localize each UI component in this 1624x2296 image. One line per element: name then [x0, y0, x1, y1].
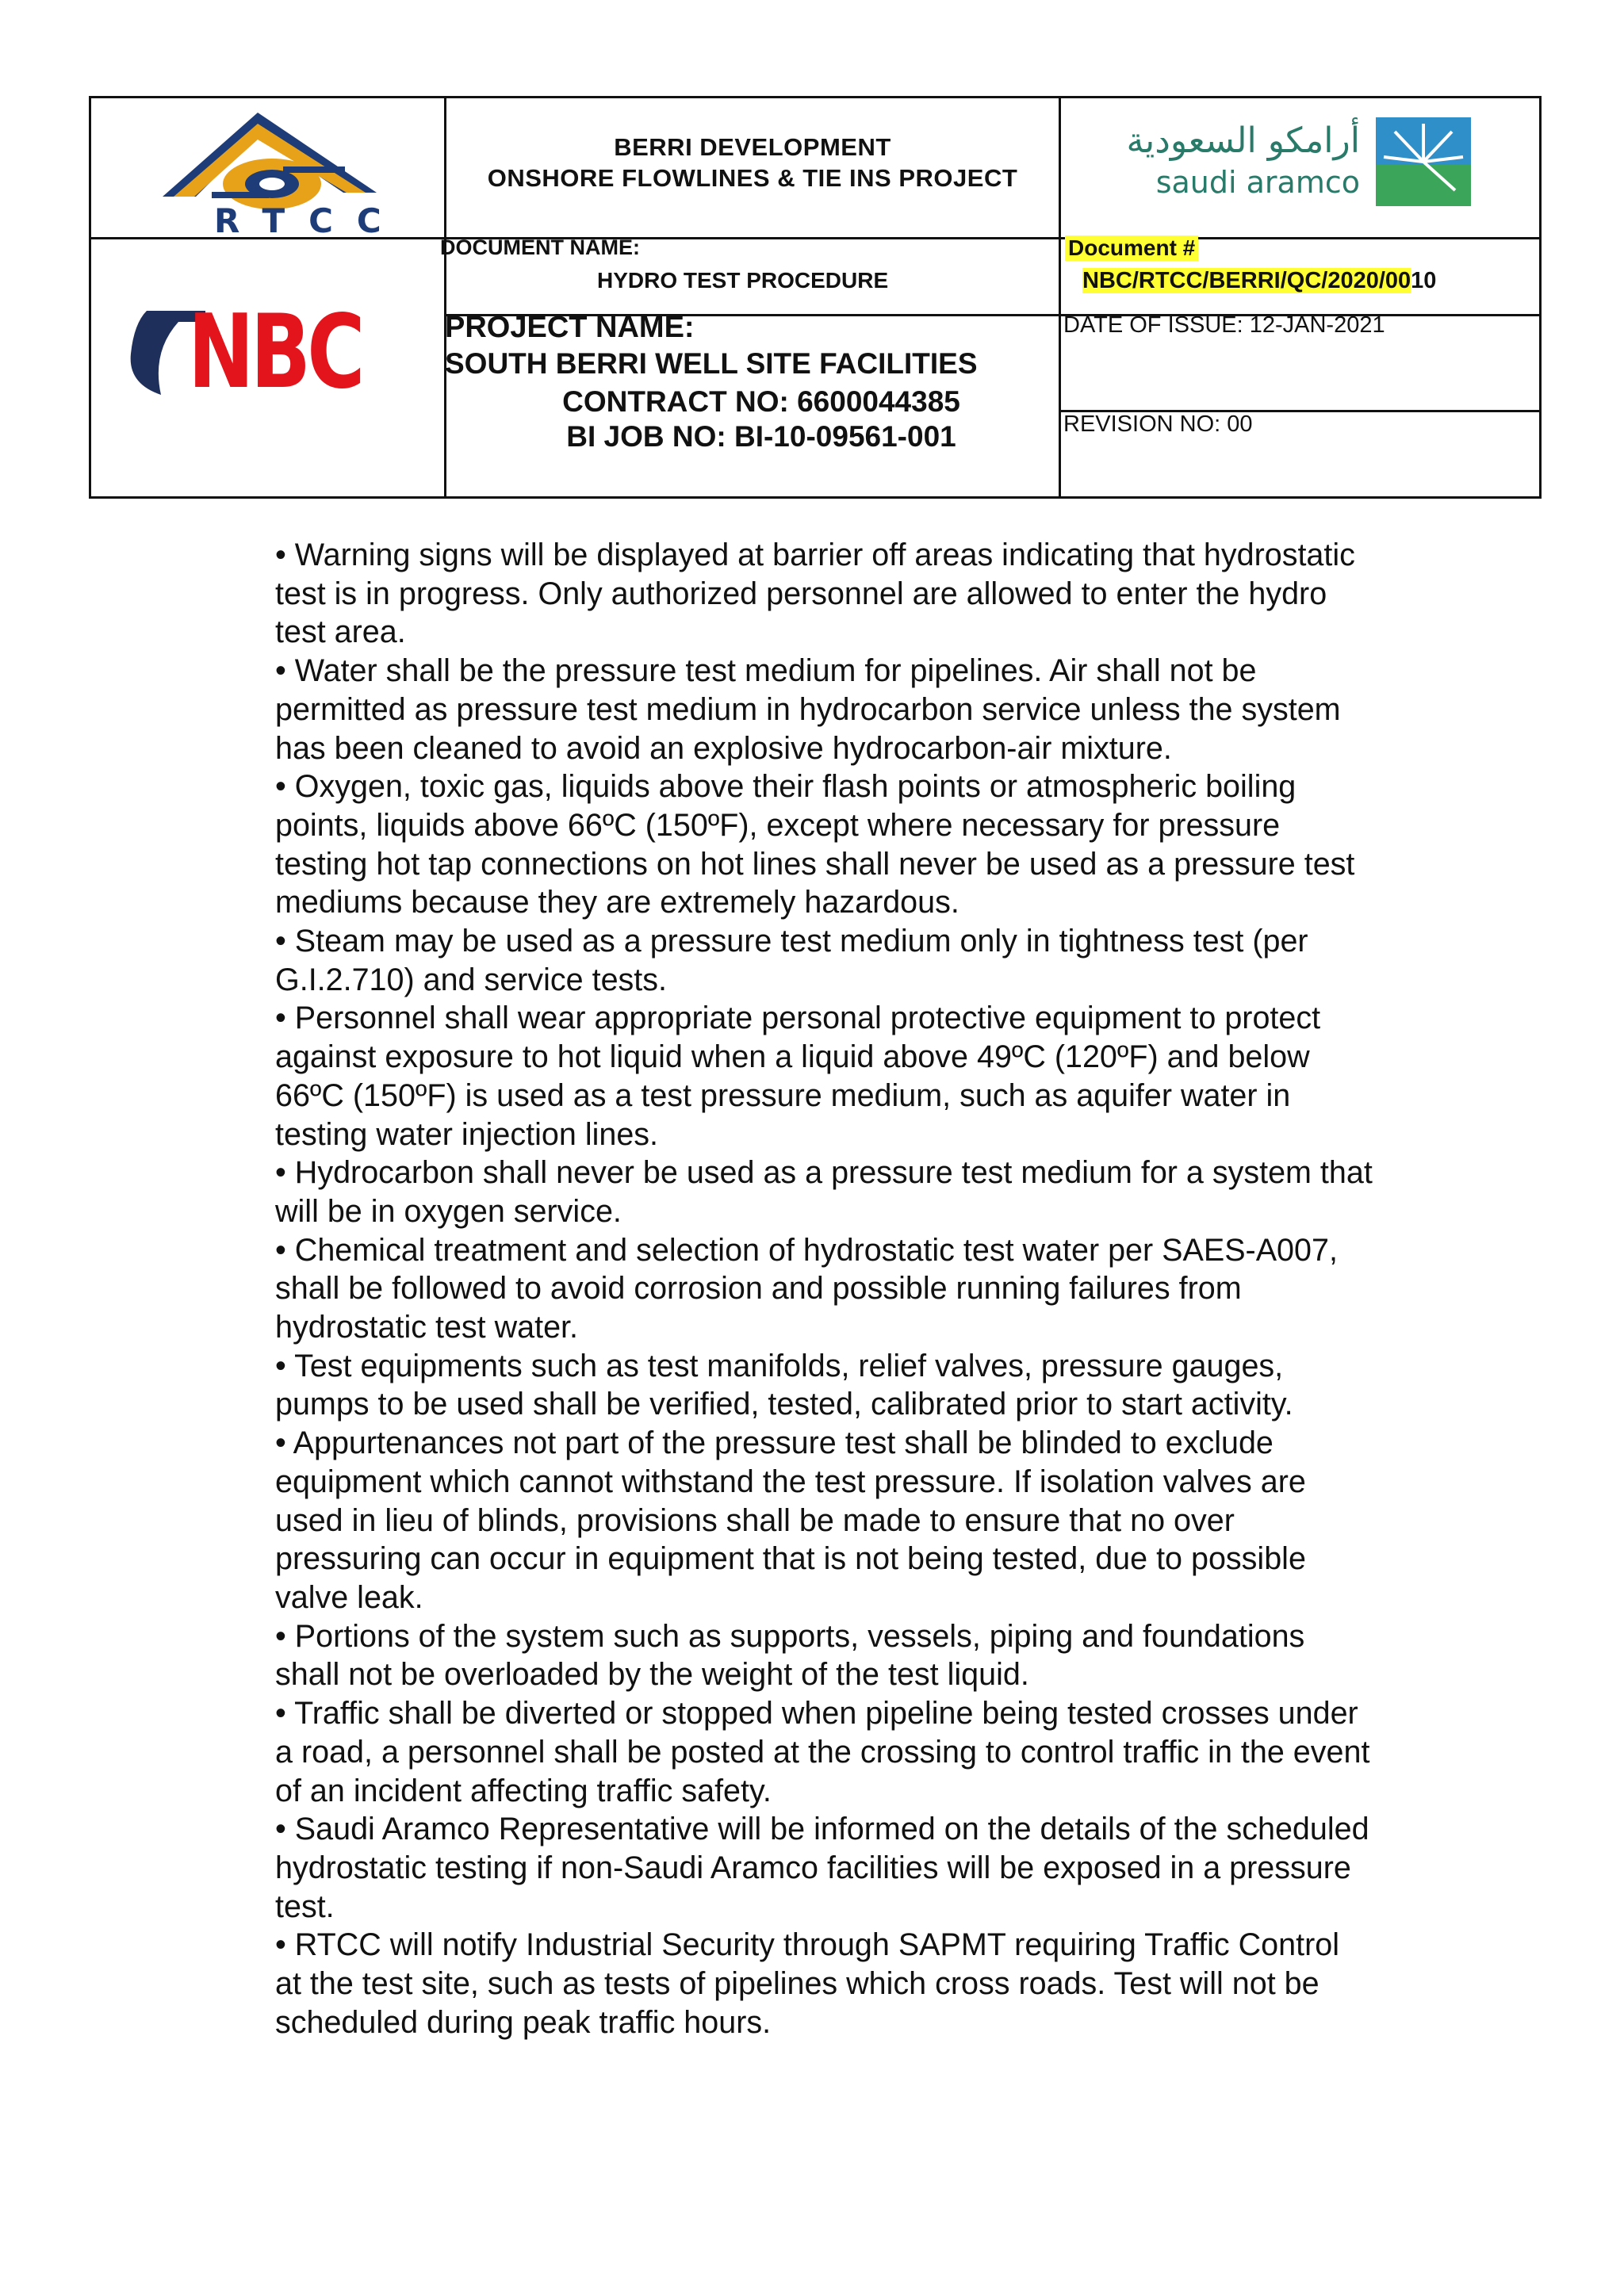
nbc-logo-text: NBC: [188, 293, 362, 411]
body-line: • Appurtenances not part of the pressure test shall be blinded to exclude: [275, 1425, 1274, 1461]
body-line: • Portions of the system such as supports, vessels, piping and foundations: [275, 1618, 1305, 1654]
document-number-label: Document #: [1065, 235, 1198, 261]
body-line: pumps to be used shall be verified, tested, calibrated prior to start activity.: [275, 1387, 1293, 1422]
rtcc-logo-text: RTCC: [214, 201, 405, 240]
rtcc-logo: [139, 101, 405, 240]
project-title-line-1: BERRI DEVELOPMENT: [614, 133, 891, 161]
body-line: • Saudi Aramco Representative will be informed on the details of the scheduled: [275, 1812, 1369, 1847]
body-line: a road, a personnel shall be posted at the crossing to control traffic in the event: [275, 1734, 1370, 1770]
body-line: pressuring can occur in equipment that is not being tested, due to possible: [275, 1541, 1306, 1577]
document-header-table: [89, 96, 1542, 499]
body-line: used in lieu of blinds, provisions shall be made to ensure that no over: [275, 1502, 1235, 1538]
body-line: testing water injection lines.: [275, 1116, 659, 1152]
nbc-logo: [123, 289, 424, 411]
procedure-body: [275, 536, 1449, 2042]
body-line: mediums because they are extremely hazardous.: [275, 885, 959, 920]
document-number-rest: 10: [1411, 268, 1437, 293]
body-line: • Water shall be the pressure test medium for pipelines. Air shall not be: [275, 653, 1257, 689]
body-line: • Traffic shall be diverted or stopped when pipeline being tested crosses under: [275, 1696, 1358, 1732]
body-line: scheduled during peak traffic hours.: [275, 2004, 772, 2040]
body-line: at the test site, such as tests of pipelines which cross roads. Test will not be: [275, 1966, 1320, 2002]
body-line: 66ºC (150ºF) is used as a test pressure medium, such as aquifer water in: [275, 1077, 1291, 1113]
body-line: • Steam may be used as a pressure test medium only in tightness test (per: [275, 924, 1308, 959]
body-line: equipment which cannot withstand the test pressure. If isolation valves are: [275, 1464, 1306, 1499]
body-line: will be in oxygen service.: [275, 1193, 622, 1229]
project-name-value: SOUTH BERRI WELL SITE FACILITIES: [445, 347, 978, 380]
document-number-value: [1082, 268, 1436, 294]
contract-number: CONTRACT NO: 6600044385: [562, 385, 960, 418]
body-line: • Oxygen, toxic gas, liquids above their flash points or atmospheric boiling: [275, 769, 1297, 805]
project-name-label: PROJECT NAME:: [445, 311, 695, 344]
aramco-logo-latin: saudi aramco: [1155, 165, 1360, 200]
body-line: has been cleaned to avoid an explosive hydrocarbon-air mixture.: [275, 730, 1172, 766]
body-line: valve leak.: [275, 1579, 423, 1615]
body-line: points, liquids above 66ºC (150ºF), except where necessary for pressure: [275, 807, 1281, 843]
body-line: • Test equipments such as test manifolds, relief valves, pressure gauges,: [275, 1348, 1284, 1383]
date-of-issue: DATE OF ISSUE: 12-JAN-2021: [1063, 312, 1385, 338]
body-line: test.: [275, 1888, 335, 1924]
body-line: G.I.2.710) and service tests.: [275, 962, 667, 997]
body-line: testing hot tap connections on hot lines shall never be used as a pressure test: [275, 846, 1355, 882]
document-name-value: HYDRO TEST PROCEDURE: [597, 268, 889, 293]
project-title: [445, 132, 1060, 193]
body-line: against exposure to hot liquid when a liquid above 49ºC (120ºF) and below: [275, 1039, 1310, 1075]
body-line: test is in progress. Only authorized personnel are allowed to enter the hydro: [275, 576, 1327, 611]
document-number-highlighted: NBC/RTCC/BERRI/QC/2020/00: [1082, 268, 1411, 293]
body-line: hydrostatic testing if non-Saudi Aramco facilities will be exposed in a pressure: [275, 1850, 1351, 1885]
revision-number: REVISION NO: 00: [1063, 411, 1253, 437]
body-line: • Chemical treatment and selection of hydrostatic test water per SAES-A007,: [275, 1232, 1338, 1268]
saudi-aramco-logo: [1114, 114, 1511, 217]
body-line: • Hydrocarbon shall never be used as a pressure test medium for a system that: [275, 1155, 1373, 1191]
body-line: shall not be overloaded by the weight of the test liquid.: [275, 1657, 1029, 1693]
aramco-logo-arabic: أرامكو السعودية: [1126, 121, 1360, 161]
aramco-star-icon: [1376, 117, 1471, 206]
project-title-line-2: ONSHORE FLOWLINES & TIE INS PROJECT: [487, 164, 1018, 192]
body-line: of an incident affecting traffic safety.: [275, 1773, 772, 1808]
body-line: • RTCC will notify Industrial Security through SAPMT requiring Traffic Control: [275, 1927, 1339, 1963]
bi-job-number: BI JOB NO: BI-10-09561-001: [566, 420, 956, 453]
body-line: • Warning signs will be displayed at barrier off areas indicating that hydrostatic: [275, 538, 1355, 572]
body-line: test area.: [275, 614, 406, 650]
body-line: hydrostatic test water.: [275, 1310, 579, 1345]
body-line: • Personnel shall wear appropriate personal protective equipment to protect: [275, 1001, 1321, 1036]
document-name-label: DOCUMENT NAME:: [440, 235, 640, 259]
body-line: shall be followed to avoid corrosion and possible running failures from: [275, 1271, 1242, 1307]
body-line: permitted as pressure test medium in hydrocarbon service unless the system: [275, 691, 1341, 727]
